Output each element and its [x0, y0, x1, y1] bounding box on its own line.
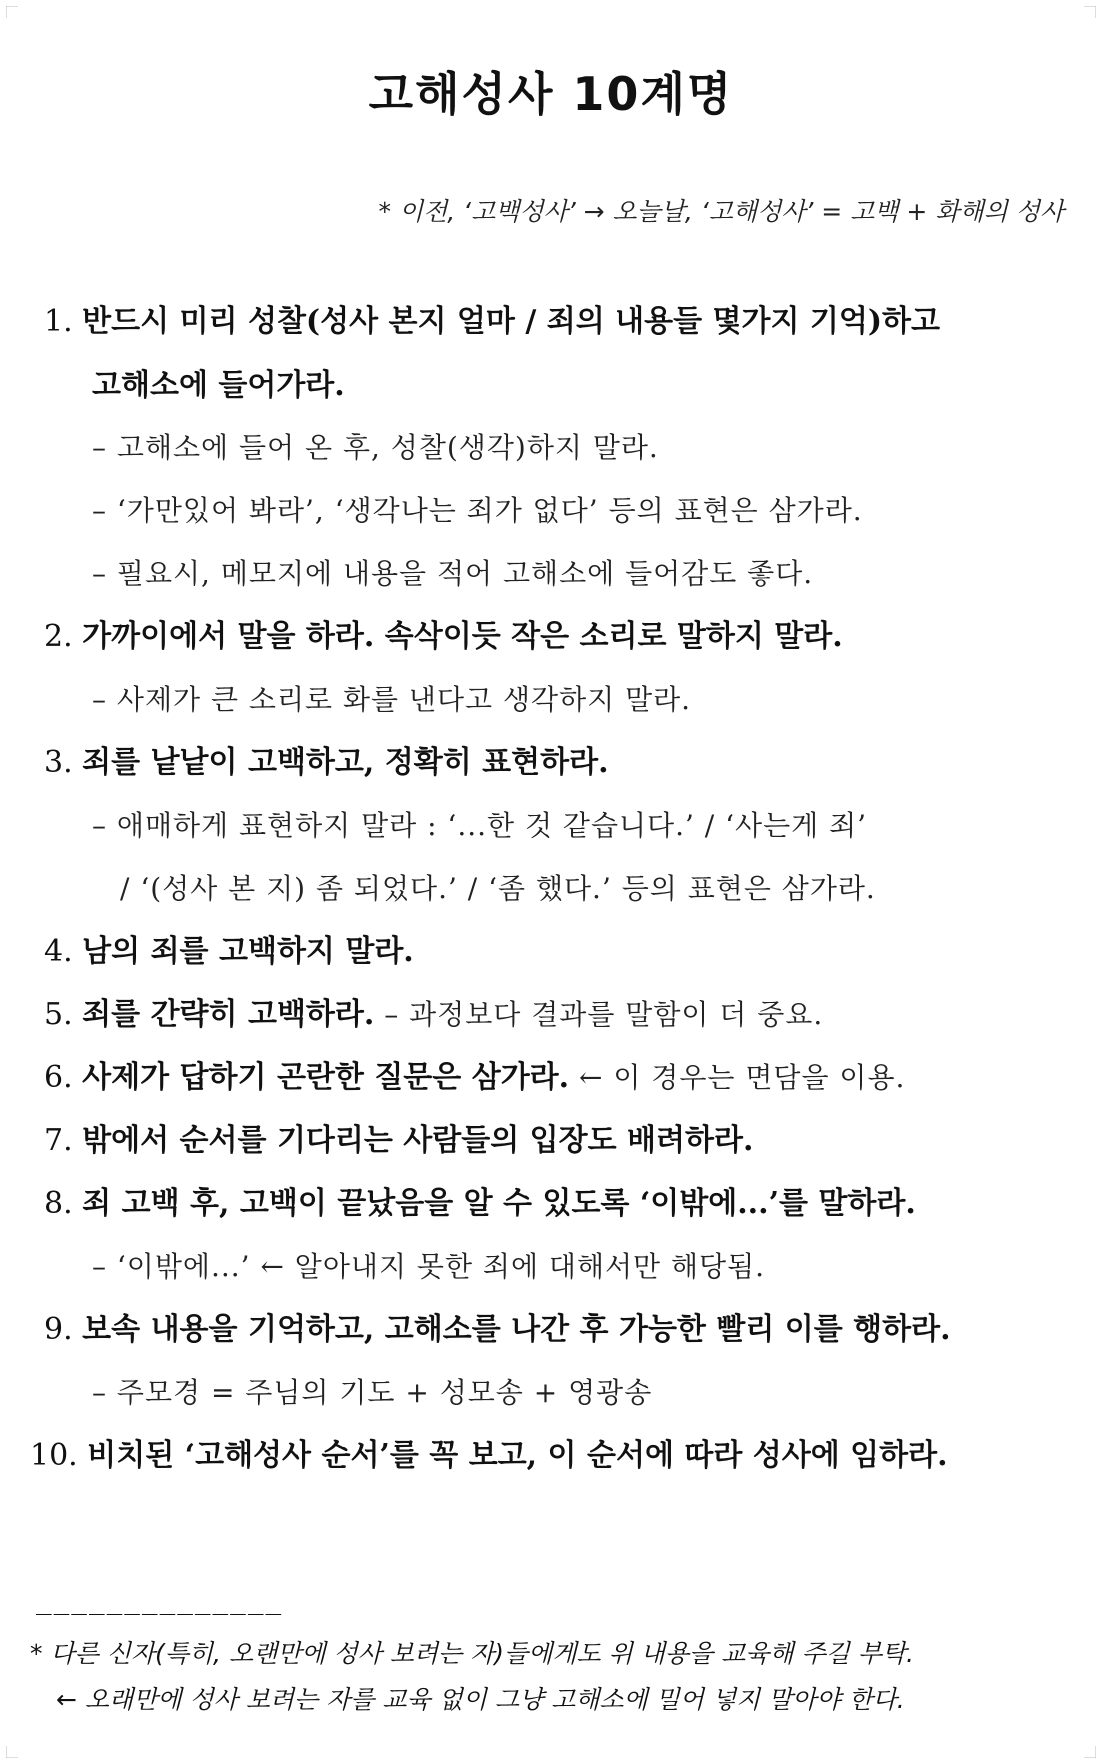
- item-2-sub-1: – 사제가 큰 소리로 화를 낸다고 생각하지 말라.: [92, 683, 692, 716]
- item-text: 반드시 미리 성찰(성사 본지 얼마 / 죄의 내용들 몇가지 기억)하고: [82, 304, 941, 339]
- item-8: [44, 1184, 916, 1224]
- item-number: 6.: [44, 1060, 73, 1095]
- item-7: [44, 1121, 753, 1161]
- page-title: 고해성사 10계명: [368, 67, 734, 121]
- item-3: [44, 743, 609, 783]
- item-tail: – 과정보다 결과를 말함이 더 중요.: [374, 998, 824, 1031]
- item-number: 5.: [44, 997, 73, 1032]
- item-number: 7.: [44, 1123, 73, 1158]
- item-1: [44, 302, 940, 342]
- item-1-sub-1: – 고해소에 들어 온 후, 성찰(생각)하지 말라.: [92, 431, 659, 464]
- item-text: 가까이에서 말을 하라. 속삭이듯 작은 소리로 말하지 말라.: [82, 619, 843, 654]
- item-3-sub-1: – 애매하게 표현하지 말라 : ‘...한 것 같습니다.’ / ‘사는게 죄’: [92, 809, 868, 842]
- item-number: 10.: [30, 1438, 78, 1473]
- item-number: 8.: [44, 1186, 73, 1221]
- item-number: 4.: [44, 934, 73, 969]
- item-4: [44, 932, 414, 972]
- item-1-sub-2: – ‘가만있어 봐라’, ‘생각나는 죄가 없다’ 등의 표현은 삼가라.: [92, 494, 863, 527]
- item-number: 3.: [44, 745, 73, 780]
- item-2: [44, 617, 843, 657]
- item-text: 남의 죄를 고백하지 말라.: [82, 934, 414, 969]
- item-number: 9.: [44, 1312, 73, 1347]
- item-text: 비치된 ‘고해성사 순서’를 꼭 보고, 이 순서에 따라 성사에 임하라.: [87, 1438, 948, 1473]
- crop-mark-top-right: [1084, 6, 1096, 18]
- item-8-sub-1: – ‘이밖에...’ ← 알아내지 못한 죄에 대해서만 해당됨.: [92, 1250, 766, 1283]
- item-1-continuation: 고해소에 들어가라.: [92, 368, 345, 403]
- item-6: [44, 1058, 905, 1098]
- footnote-line-1: * 다른 신자(특히, 오랜만에 성사 보려는 자)들에게도 위 내용을 교육해 주길 부탁.: [30, 1639, 914, 1668]
- footnote-line-2: ← 오래만에 성사 보려는 자를 교육 없이 그냥 고해소에 밀어 넣지 말아야 한다.: [56, 1685, 905, 1714]
- item-text: 보속 내용을 기억하고, 고해소를 나간 후 가능한 빨리 이를 행하라.: [82, 1312, 951, 1347]
- item-text: 사제가 답하기 곤란한 질문은 삼가라.: [82, 1060, 570, 1095]
- item-9: [44, 1310, 951, 1350]
- item-5: [44, 995, 823, 1035]
- item-number: 1.: [44, 304, 73, 339]
- item-text: 죄 고백 후, 고백이 끝났음을 알 수 있도록 ‘이밖에...’를 말하라.: [82, 1186, 916, 1221]
- crop-mark-top-left: [6, 6, 18, 18]
- subtitle-note: * 이전, ‘고백성사’ → 오늘날, ‘고해성사’ = 고백 + 화해의 성사: [378, 197, 1064, 226]
- item-number: 2.: [44, 619, 73, 654]
- item-3-sub-2: / ‘(성사 본 지) 좀 되었다.’ / ‘좀 했다.’ 등의 표현은 삼가라.: [120, 872, 876, 905]
- item-text: 밖에서 순서를 기다리는 사람들의 입장도 배려하라.: [82, 1123, 754, 1158]
- crop-mark-bottom-right: [1084, 1746, 1096, 1758]
- crop-mark-bottom-left: [6, 1746, 18, 1758]
- item-1-sub-3: – 필요시, 메모지에 내용을 적어 고해소에 들어감도 좋다.: [92, 557, 814, 590]
- item-10: [30, 1436, 948, 1476]
- item-text: 죄를 간략히 고백하라.: [82, 997, 375, 1032]
- item-9-sub-1: – 주모경 = 주님의 기도 + 성모송 + 영광송: [92, 1376, 653, 1409]
- item-tail: ← 이 경우는 면담을 이용.: [569, 1061, 906, 1094]
- footnote-separator: ______________: [36, 1586, 284, 1616]
- item-text: 죄를 낱낱이 고백하고, 정확히 표현하라.: [82, 745, 609, 780]
